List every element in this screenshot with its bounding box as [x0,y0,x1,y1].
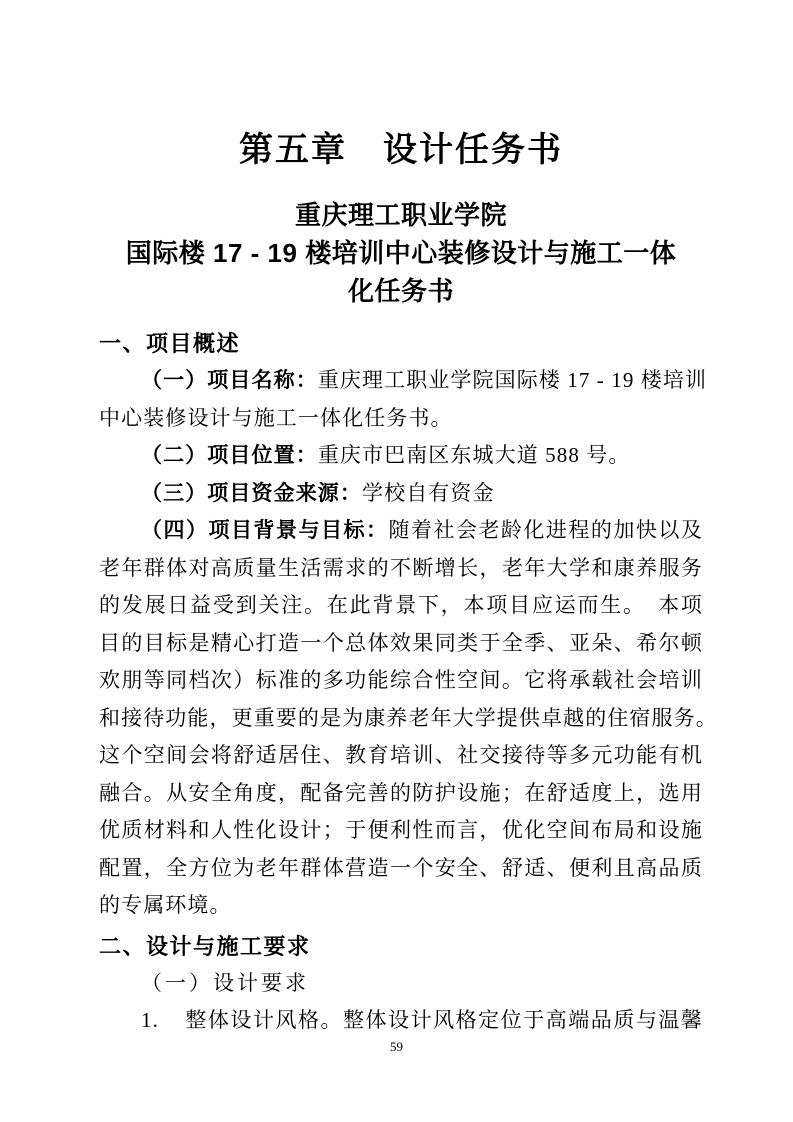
item-2-text: 重庆市巴南区东城大道 588 号。 [317,443,631,467]
chapter-title: 第五章 设计任务书 [239,131,563,169]
paragraph-line [99,437,703,475]
paragraph-line: 的发展日益受到关注。在此背景下，本项目应运而生。 本项 [99,593,703,617]
paragraph-line: 老年群体对高质量生活需求的不断增长，老年大学和康养服务 [99,555,703,580]
item-4-label: （四）项目背景与目标： [141,518,389,542]
section-1-heading: 一、项目概述 [99,331,241,356]
paragraph-line: 这个空间会将舒适居住、教育培训、社交接待等多元功能有机 [99,743,703,767]
item-4-text: 随着社会老龄化进程的加快以及 [388,518,703,542]
paragraph-line [99,512,703,550]
paragraph-line: 的专属环境。 [99,893,232,917]
page-content [99,0,718,1040]
paragraph-line: 融合。从安全角度，配备完善的防护设施；在舒适度上，选用 [99,780,703,805]
paragraph-line: 和接待功能，更重要的是为康养老年大学提供卓越的住宿服务。 [99,705,718,730]
paragraph-line: 欢朋等同档次）标准的多功能综合性空间。它将承载社会培训 [99,668,703,692]
paragraph-line: 优质材料和人性化设计；于便利性而言，优化空间布局和设施 [99,818,703,842]
item-1-text: 重庆理工职业学院国际楼 17 - 19 楼培训 [317,368,708,392]
section-2-heading: 二、设计与施工要求 [99,933,311,959]
item-1-label: （一）项目名称： [141,368,318,392]
item-3-label: （三）项目资金来源： [141,480,362,505]
paragraph-line [99,475,703,513]
paragraph-line: 目的目标是精心打造一个总体效果同类于全季、亚朵、希尔顿 [99,630,703,655]
document-title-line-3: 化任务书 [347,276,454,306]
document-title-line-1: 重庆理工职业学院 [294,200,507,230]
list-item-1 [99,1002,703,1040]
subsection-heading: （一）设计要求 [141,970,309,995]
item-2-label: （二）项目位置： [141,443,318,467]
document-title-line-2: 国际楼 17 - 19 楼培训中心装修设计与施工一体 [125,238,677,268]
item-3-text: 学校自有资金 [362,480,495,505]
list-item-1-number: 1. [141,1008,159,1032]
document-title [99,196,703,310]
paragraph-line [99,362,708,400]
paragraph-line: 中心装修设计与施工一体化任务书。 [99,405,453,430]
section-1-body [99,362,718,925]
page-number: 59 [390,1039,403,1054]
paragraph-line: 配置，全方位为老年群体营造一个安全、舒适、便利且高品质 [99,855,703,880]
list-item-1-text: 整体设计风格。整体设计风格定位于高端品质与温馨 [184,1008,703,1032]
